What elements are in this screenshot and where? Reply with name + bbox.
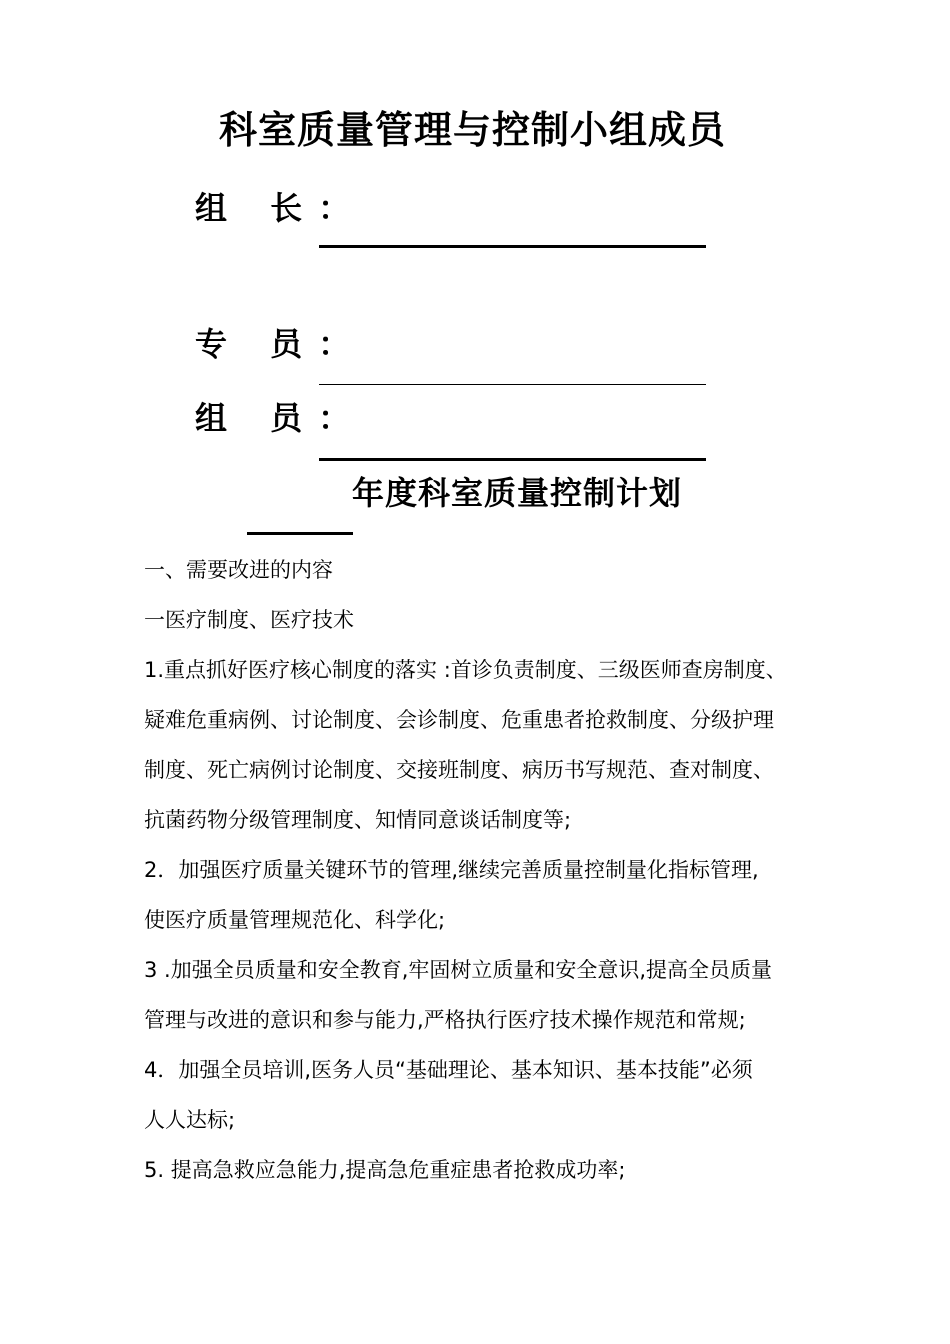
body-line: 5. 提高急救应急能力,提高急危重症患者抢救成功率; [144,1158,626,1182]
leader-blank-line [319,245,706,248]
page-title: 科室质量管理与控制小组成员 [218,108,726,152]
member-blank-line [319,458,706,461]
subsection-heading: 一医疗制度、医疗技术 [144,608,354,632]
section-heading: 一、需要改进的内容 [144,558,333,582]
body-line: 人人达标; [144,1108,236,1132]
specialist-blank-line [319,384,706,385]
body-line: 4．加强全员培训,医务人员“基础理论、基本知识、基本技能”必须 [144,1058,753,1082]
plan-body [144,545,824,1195]
body-line: 使医疗质量管理规范化、科学化; [144,908,446,932]
title-underline [247,532,353,535]
leader-label: 组 长： [195,189,367,227]
body-line: 制度、死亡病例讨论制度、交接班制度、病历书写规范、查对制度、 [144,758,774,782]
specialist-label: 专 员： [195,325,367,363]
body-line: 1.重点抓好医疗核心制度的落实 :首诊负责制度、三级医师查房制度、 [144,658,787,682]
body-line: 3 .加强全员质量和安全教育,牢固树立质量和安全意识,提高全员质量 [144,958,773,982]
plan-title: 年度科室质量控制计划 [352,474,683,512]
member-label: 组 员： [195,399,367,437]
body-line: 抗菌药物分级管理制度、知情同意谈话制度等; [144,808,572,832]
body-line: 疑难危重病例、讨论制度、会诊制度、危重患者抢救制度、分级护理 [144,708,774,732]
body-line: 2．加强医疗质量关键环节的管理,继续完善质量控制量化指标管理, [144,858,759,882]
body-line: 管理与改进的意识和参与能力,严格执行医疗技术操作规范和常规; [144,1008,746,1032]
